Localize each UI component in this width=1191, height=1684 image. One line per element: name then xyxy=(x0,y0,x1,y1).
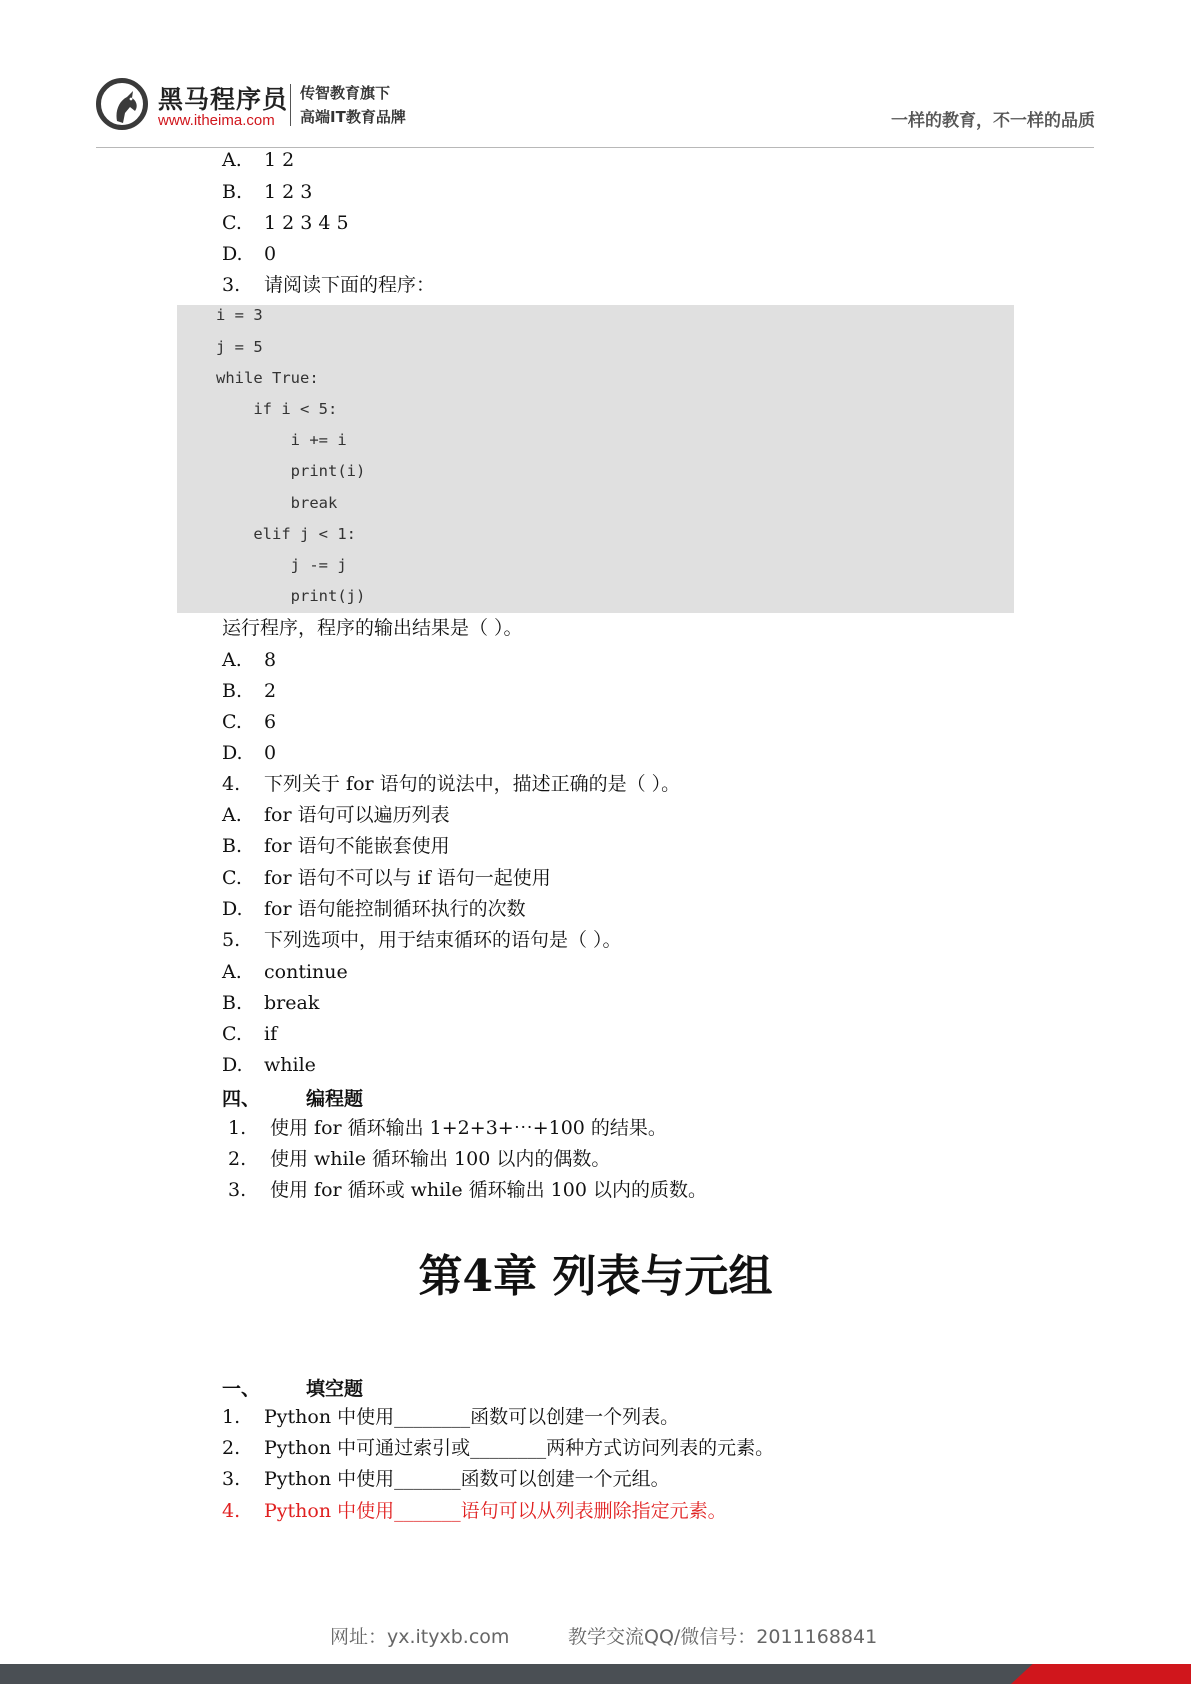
footer-bar xyxy=(0,1664,1191,1684)
brand-tagline-2: 高端IT教育品牌 xyxy=(300,108,406,126)
section-number: 四、 xyxy=(222,1088,261,1110)
code-block xyxy=(177,305,1014,613)
logo xyxy=(96,78,456,134)
code-line: elif j < 1: xyxy=(216,525,356,543)
question-text: 运行程序，程序的输出结果是（ ）。 xyxy=(222,617,523,639)
section-number: 一、 xyxy=(222,1378,261,1400)
section-title: 编程题 xyxy=(306,1088,364,1110)
brand-name: 黑马程序员 xyxy=(158,85,289,114)
footer-accent xyxy=(1011,1664,1191,1684)
code-line: while True: xyxy=(216,369,319,387)
brand-url: www.itheima.com xyxy=(158,112,275,129)
code-line: i = 3 xyxy=(216,306,263,324)
code-line: j = 5 xyxy=(216,338,263,356)
logo-divider xyxy=(290,84,291,126)
code-line: j -= j xyxy=(216,556,347,574)
code-line: i += i xyxy=(216,431,347,449)
horse-logo-icon xyxy=(96,78,148,130)
code-line: if i < 5: xyxy=(216,400,338,418)
footer-website: 网址：yx.ityxb.com xyxy=(330,1626,510,1648)
header-slogan: 一样的教育，不一样的品质 xyxy=(891,111,1095,131)
chapter-title: 第4章 列表与元组 xyxy=(418,1251,773,1302)
footer-contact: 教学交流QQ/微信号：2011168841 xyxy=(568,1626,878,1648)
section-title: 填空题 xyxy=(306,1378,364,1400)
code-line: break xyxy=(216,494,338,512)
code-line: print(i) xyxy=(216,462,366,480)
header-divider xyxy=(96,147,1094,148)
brand-tagline-1: 传智教育旗下 xyxy=(300,84,391,102)
code-line: print(j) xyxy=(216,587,366,605)
